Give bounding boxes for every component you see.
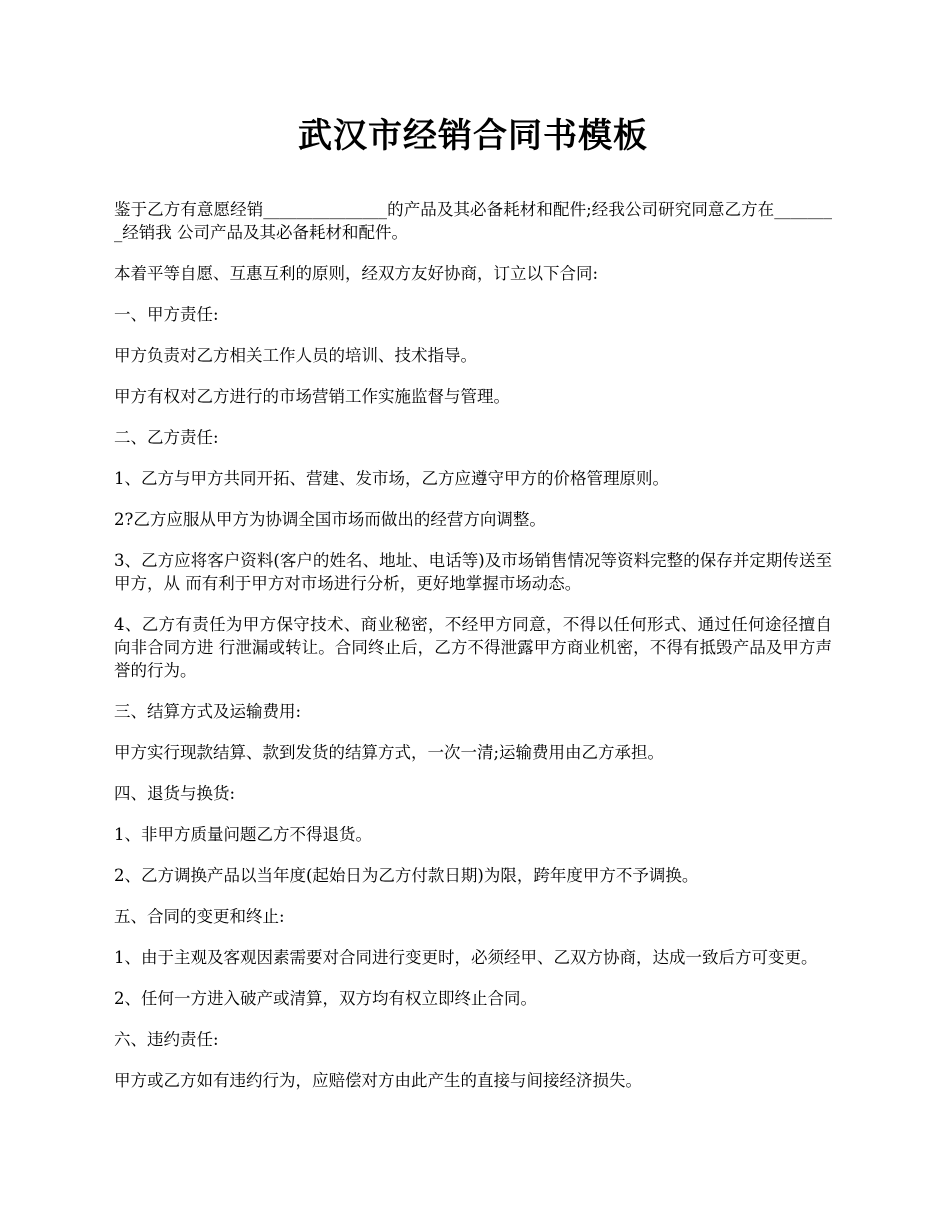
section-heading-party-b: 二、乙方责任: <box>114 428 219 447</box>
paragraph-party-b-clause-1: 1、乙方与甲方共同开拓、营建、发市场，乙方应遵守甲方的价格管理原则。 <box>114 469 669 488</box>
section-heading-changes: 五、合同的变更和终止: <box>114 907 285 926</box>
paragraph-principle: 本着平等自愿、互惠互利的原则，经双方友好协商，订立以下合同: <box>114 264 599 283</box>
section-heading-returns: 四、退货与换货: <box>114 784 236 803</box>
paragraph-party-a-training: 甲方负责对乙方相关工作人员的培训、技术指导。 <box>114 346 477 365</box>
paragraph-returns-clause-2: 2、乙方调换产品以当年度(起始日为乙方付款日期)为限，跨年度甲方不予调换。 <box>114 866 699 885</box>
paragraph-party-a-supervision: 甲方有权对乙方进行的市场营销工作实施监督与管理。 <box>114 387 510 406</box>
paragraph-party-b-clause-3: 3、乙方应将客户资料(客户的姓名、地址、电话等)及市场销售情况等资料完整的保存并定期传送至甲方，从 而有利于甲方对市场进行分析，更好地掌握市场动态。 <box>114 551 832 593</box>
paragraph-intro: 鉴于乙方有意愿经销_______________的产品及其必备耗材和配件;经我公司研究同意乙方在________经销我 公司产品及其必备耗材和配件。 <box>114 200 832 242</box>
paragraph-settlement: 甲方实行现款结算、款到发货的结算方式，一次一清;运输费用由乙方承担。 <box>114 743 665 762</box>
paragraph-party-b-clause-2: 2?乙方应服从甲方为协调全国市场而做出的经营方向调整。 <box>114 510 546 529</box>
document-body <box>114 198 832 1092</box>
document-title: 武汉市经销合同书模板 <box>298 116 648 156</box>
section-heading-liability: 六、违约责任: <box>114 1030 219 1049</box>
section-heading-party-a: 一、甲方责任: <box>114 305 219 324</box>
paragraph-changes-clause-1: 1、由于主观及客观因素需要对合同进行变更时，必须经甲、乙双方协商，达成一致后方可变更。 <box>114 948 818 967</box>
paragraph-party-b-clause-4: 4、乙方有责任为甲方保守技术、商业秘密，不经甲方同意，不得以任何形式、通过任何途径擅自向非合同方进 行泄漏或转让。合同终止后，乙方不得泄露甲方商业机密，不得有抵毁产品及甲方声誉的行为。 <box>114 615 832 680</box>
paragraph-liability: 甲方或乙方如有违约行为，应赔偿对方由此产生的直接与间接经济损失。 <box>114 1071 642 1090</box>
paragraph-returns-clause-1: 1、非甲方质量问题乙方不得退货。 <box>114 825 372 844</box>
section-heading-settlement: 三、结算方式及运输费用: <box>114 702 302 721</box>
paragraph-changes-clause-2: 2、任何一方进入破产或清算，双方均有权立即终止合同。 <box>114 989 537 1008</box>
